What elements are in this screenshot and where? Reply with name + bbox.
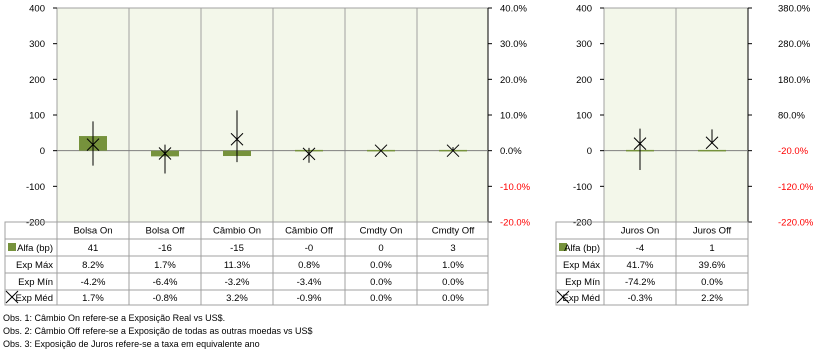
chart1-y2-tick-label: 10.0% <box>500 110 527 122</box>
chart1-y2-tick-label: -20.0% <box>500 217 531 229</box>
chart1-y2-tick-label: 20.0% <box>500 74 527 86</box>
chart2-y2-tick-label: 380.0% <box>778 3 811 15</box>
chart1-exp-med-value-2: -0.8% <box>152 293 178 304</box>
chart1-exp-max-value-6: 1.0% <box>442 260 464 271</box>
chart1-row-label-exp-max: Exp Máx <box>16 260 53 271</box>
chart1-category-label-6: Cmdty Off <box>431 225 475 237</box>
chart2-y-tick-label: 0 <box>586 146 592 158</box>
chart1-exp-max-value-5: 0.0% <box>370 260 392 271</box>
chart1-category-label-5: Cmdty On <box>359 225 403 237</box>
chart2-y2-tick-label: -20.0% <box>778 146 809 158</box>
chart1-legend-bar-key <box>8 243 16 251</box>
chart1-y2-tick-label: 0.0% <box>500 146 522 158</box>
chart2-row-label-exp-max: Exp Máx <box>563 260 600 271</box>
chart1-alfa-value-4: -0 <box>304 243 314 254</box>
chart2-y-tick-label: 100 <box>576 110 592 122</box>
chart1-exp-med-value-6: 0.0% <box>442 293 464 304</box>
chart1-y-tick-label: -200 <box>25 217 45 229</box>
chart2-exp-med-value-2: 2.2% <box>701 293 723 304</box>
chart2-category-label-1: Juros On <box>620 225 660 237</box>
chart1-category-label-3: Câmbio On <box>212 225 262 237</box>
chart2-exp-med-value-1: -0.3% <box>627 293 653 304</box>
chart1-exp-max-value-3: 11.3% <box>223 260 251 271</box>
chart2-y2-tick-label: -220.0% <box>778 217 814 229</box>
chart1-exp-min-value-2: -6.4% <box>152 277 178 288</box>
chart1-category-label-1: Bolsa On <box>73 225 113 237</box>
chart2-exp-min-value-2: 0.0% <box>701 277 723 288</box>
chart1-alfa-value-1: 41 <box>87 243 99 254</box>
chart2-row-label-alfa: Alfa (bp) <box>564 243 600 254</box>
chart1-alfa-value-2: -16 <box>158 243 172 254</box>
chart1-exp-med-value-1: 1.7% <box>82 293 104 304</box>
chart1-exp-max-value-4: 0.8% <box>298 260 320 271</box>
chart1-alfa-value-3: -15 <box>230 243 244 254</box>
chart2-y2-tick-label: -120.0% <box>778 181 814 193</box>
chart1-row-label-exp-min: Exp Mín <box>18 277 53 288</box>
chart1-y-tick-label: 400 <box>29 3 45 15</box>
chart1-y-tick-label: 200 <box>29 74 45 86</box>
chart1-exp-max-value-1: 8.2% <box>82 260 104 271</box>
chart1-y2-tick-label: 30.0% <box>500 39 527 51</box>
chart1-y-tick-label: 0 <box>39 146 45 158</box>
chart1-y-tick-label: -100 <box>25 181 45 193</box>
chart1-exp-min-value-1: -4.2% <box>80 277 106 288</box>
chart2-y-tick-label: 300 <box>576 39 592 51</box>
chart2-alfa-value-1: -4 <box>635 243 645 254</box>
chart1-row-label-exp-med: Exp Méd <box>15 293 53 304</box>
chart1-category-label-2: Bolsa Off <box>145 225 185 237</box>
chart2-y-tick-label: 200 <box>576 74 592 86</box>
chart2-y2-tick-label: 80.0% <box>778 110 805 122</box>
chart1-exp-med-value-5: 0.0% <box>370 293 392 304</box>
chart1-exp-min-value-4: -3.4% <box>296 277 322 288</box>
note-1: Obs. 1: Câmbio On refere-se a Exposição Real vs US$. <box>3 313 226 323</box>
chart1-y2-tick-label: -10.0% <box>500 181 531 193</box>
chart1-exp-min-value-5: 0.0% <box>370 277 392 288</box>
chart1-y2-tick-label: 40.0% <box>500 3 527 15</box>
chart1-alfa-value-5: 0 <box>378 243 384 254</box>
chart2-y2-tick-label: 280.0% <box>778 39 811 51</box>
chart1-y-tick-label: 300 <box>29 39 45 51</box>
chart1-exp-max-value-2: 1.7% <box>154 260 176 271</box>
chart1-y-tick-label: 100 <box>29 110 45 122</box>
chart2-y-tick-label: 400 <box>576 3 592 15</box>
chart2-exp-max-value-2: 39.6% <box>698 260 726 271</box>
chart1-exp-med-value-4: -0.9% <box>296 293 322 304</box>
chart2-row-label-exp-med: Exp Méd <box>562 293 600 304</box>
chart2-category-label-2: Juros Off <box>692 225 732 237</box>
chart2-bar-2 <box>698 150 726 152</box>
chart2-y-tick-label: -100 <box>572 181 592 193</box>
note-2: Obs. 2: Câmbio Off refere-se a Exposição de todas as outras moedas vs US$ <box>3 326 313 336</box>
chart2-y-tick-label: -200 <box>572 217 592 229</box>
chart2-exp-max-value-1: 41.7% <box>626 260 654 271</box>
chart1-exp-min-value-6: 0.0% <box>442 277 464 288</box>
chart2-alfa-value-2: 1 <box>709 243 715 254</box>
chart1-category-label-4: Câmbio Off <box>285 225 333 237</box>
chart1-exp-med-value-3: 3.2% <box>226 293 248 304</box>
chart1-exp-min-value-3: -3.2% <box>224 277 250 288</box>
chart2-exp-min-value-1: -74.2% <box>624 277 656 288</box>
chart1-row-label-alfa: Alfa (bp) <box>17 243 53 254</box>
chart1-alfa-value-6: 3 <box>450 243 456 254</box>
note-3: Obs. 3: Exposição de Juros refere-se a taxa em equivalente ano <box>3 339 260 349</box>
chart2-y2-tick-label: 180.0% <box>778 74 811 86</box>
chart2-row-label-exp-min: Exp Mín <box>565 277 600 288</box>
